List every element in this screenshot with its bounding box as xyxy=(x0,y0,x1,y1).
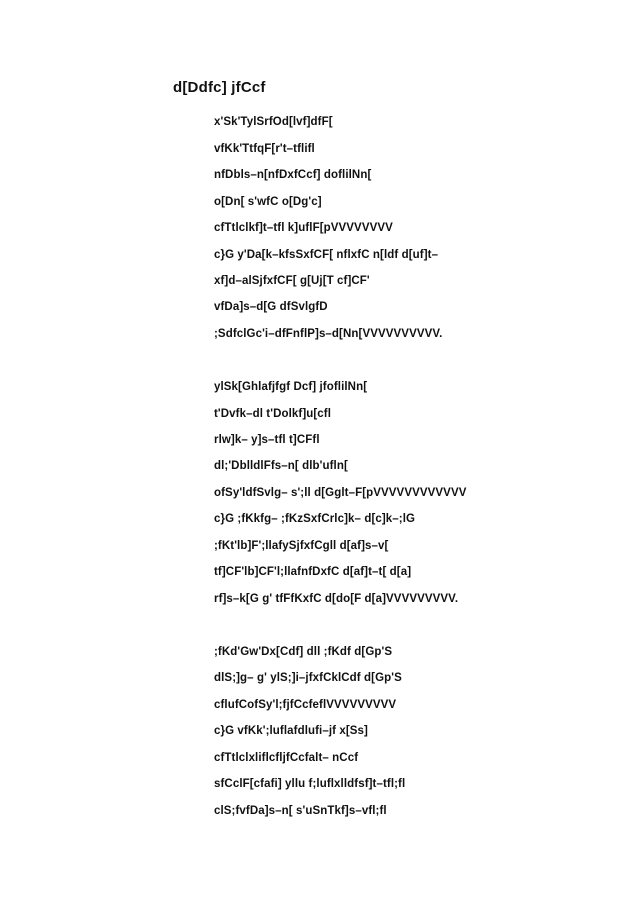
document-title: d[Ddfc] jfCcf xyxy=(173,79,266,96)
text-line: cfTtlclkf]t–tfl k]uflF[pVVVVVVVV xyxy=(214,222,393,234)
text-line: xf]d–alSjfxfCF[ g[Uj[T cf]CF' xyxy=(214,275,370,287)
text-line: vfKk'TtfqF[r't–tflifl xyxy=(214,143,315,155)
text-line: c}G ;fKkfg– ;fKzSxfCrlc]k– d[c]k–;lG xyxy=(214,513,416,525)
text-line: ofSy'ldfSvlg– s';ll d[Gglt–F[pVVVVVVVVVVVV xyxy=(214,487,467,499)
text-line: dl;'DblldlFfs–n[ dlb'ufln[ xyxy=(214,460,348,472)
text-line: vfDa]s–d[G dfSvlgfD xyxy=(214,301,328,313)
text-line: dlS;]g– g' ylS;]i–jfxfCklCdf d[Gp'S xyxy=(214,672,402,684)
text-line: x'Sk'TylSrfOd[lvf]dfF[ xyxy=(214,116,333,128)
text-line: clS;fvfDa]s–n[ s'uSnTkf]s–vfl;fl xyxy=(214,805,387,817)
text-line: o[Dn[ s'wfC o[Dg'c] xyxy=(214,196,322,208)
text-line: rlw]k– y]s–tfl t]CFfl xyxy=(214,434,320,446)
text-line: tf]CF'lb]CF'l;llafnfDxfC d[af]t–t[ d[a] xyxy=(214,566,412,578)
text-line: t'Dvfk–dl t'Dolkf]u[cfl xyxy=(214,408,332,420)
text-line: cflufCofSy'l;fjfCcfeflVVVVVVVVV xyxy=(214,699,397,711)
text-line: c}G vfKk';luflafdlufi–jf x[Ss] xyxy=(214,725,368,737)
text-line: ;fKd'Gw'Dx[Cdf] dll ;fKdf d[Gp'S xyxy=(214,646,393,658)
text-line: ;SdfclGc'i–dfFnflP]s–d[Nn[VVVVVVVVVV. xyxy=(214,328,443,340)
text-line: nfDbls–n[nfDxfCcf] doflilNn[ xyxy=(214,169,372,181)
text-line: sfCclF[cfafi] yllu f;luflxlldfsf]t–tfl;fl xyxy=(214,778,406,790)
text-line: c}G y'Da[k–kfsSxfCF[ nflxfC n[ldf d[uf]t– xyxy=(214,249,439,261)
text-line: ;fKt'lb]F';llafySjfxfCgll d[af]s–v[ xyxy=(214,540,389,552)
text-line: rf]s–k[G g' tfFfKxfC d[do[F d[a]VVVVVVVVV. xyxy=(214,593,459,605)
text-line: cfTtlclxliflcfljfCcfalt– nCcf xyxy=(214,752,359,764)
text-line: ylSk[Ghlafjfgf Dcf] jfoflilNn[ xyxy=(214,381,368,393)
